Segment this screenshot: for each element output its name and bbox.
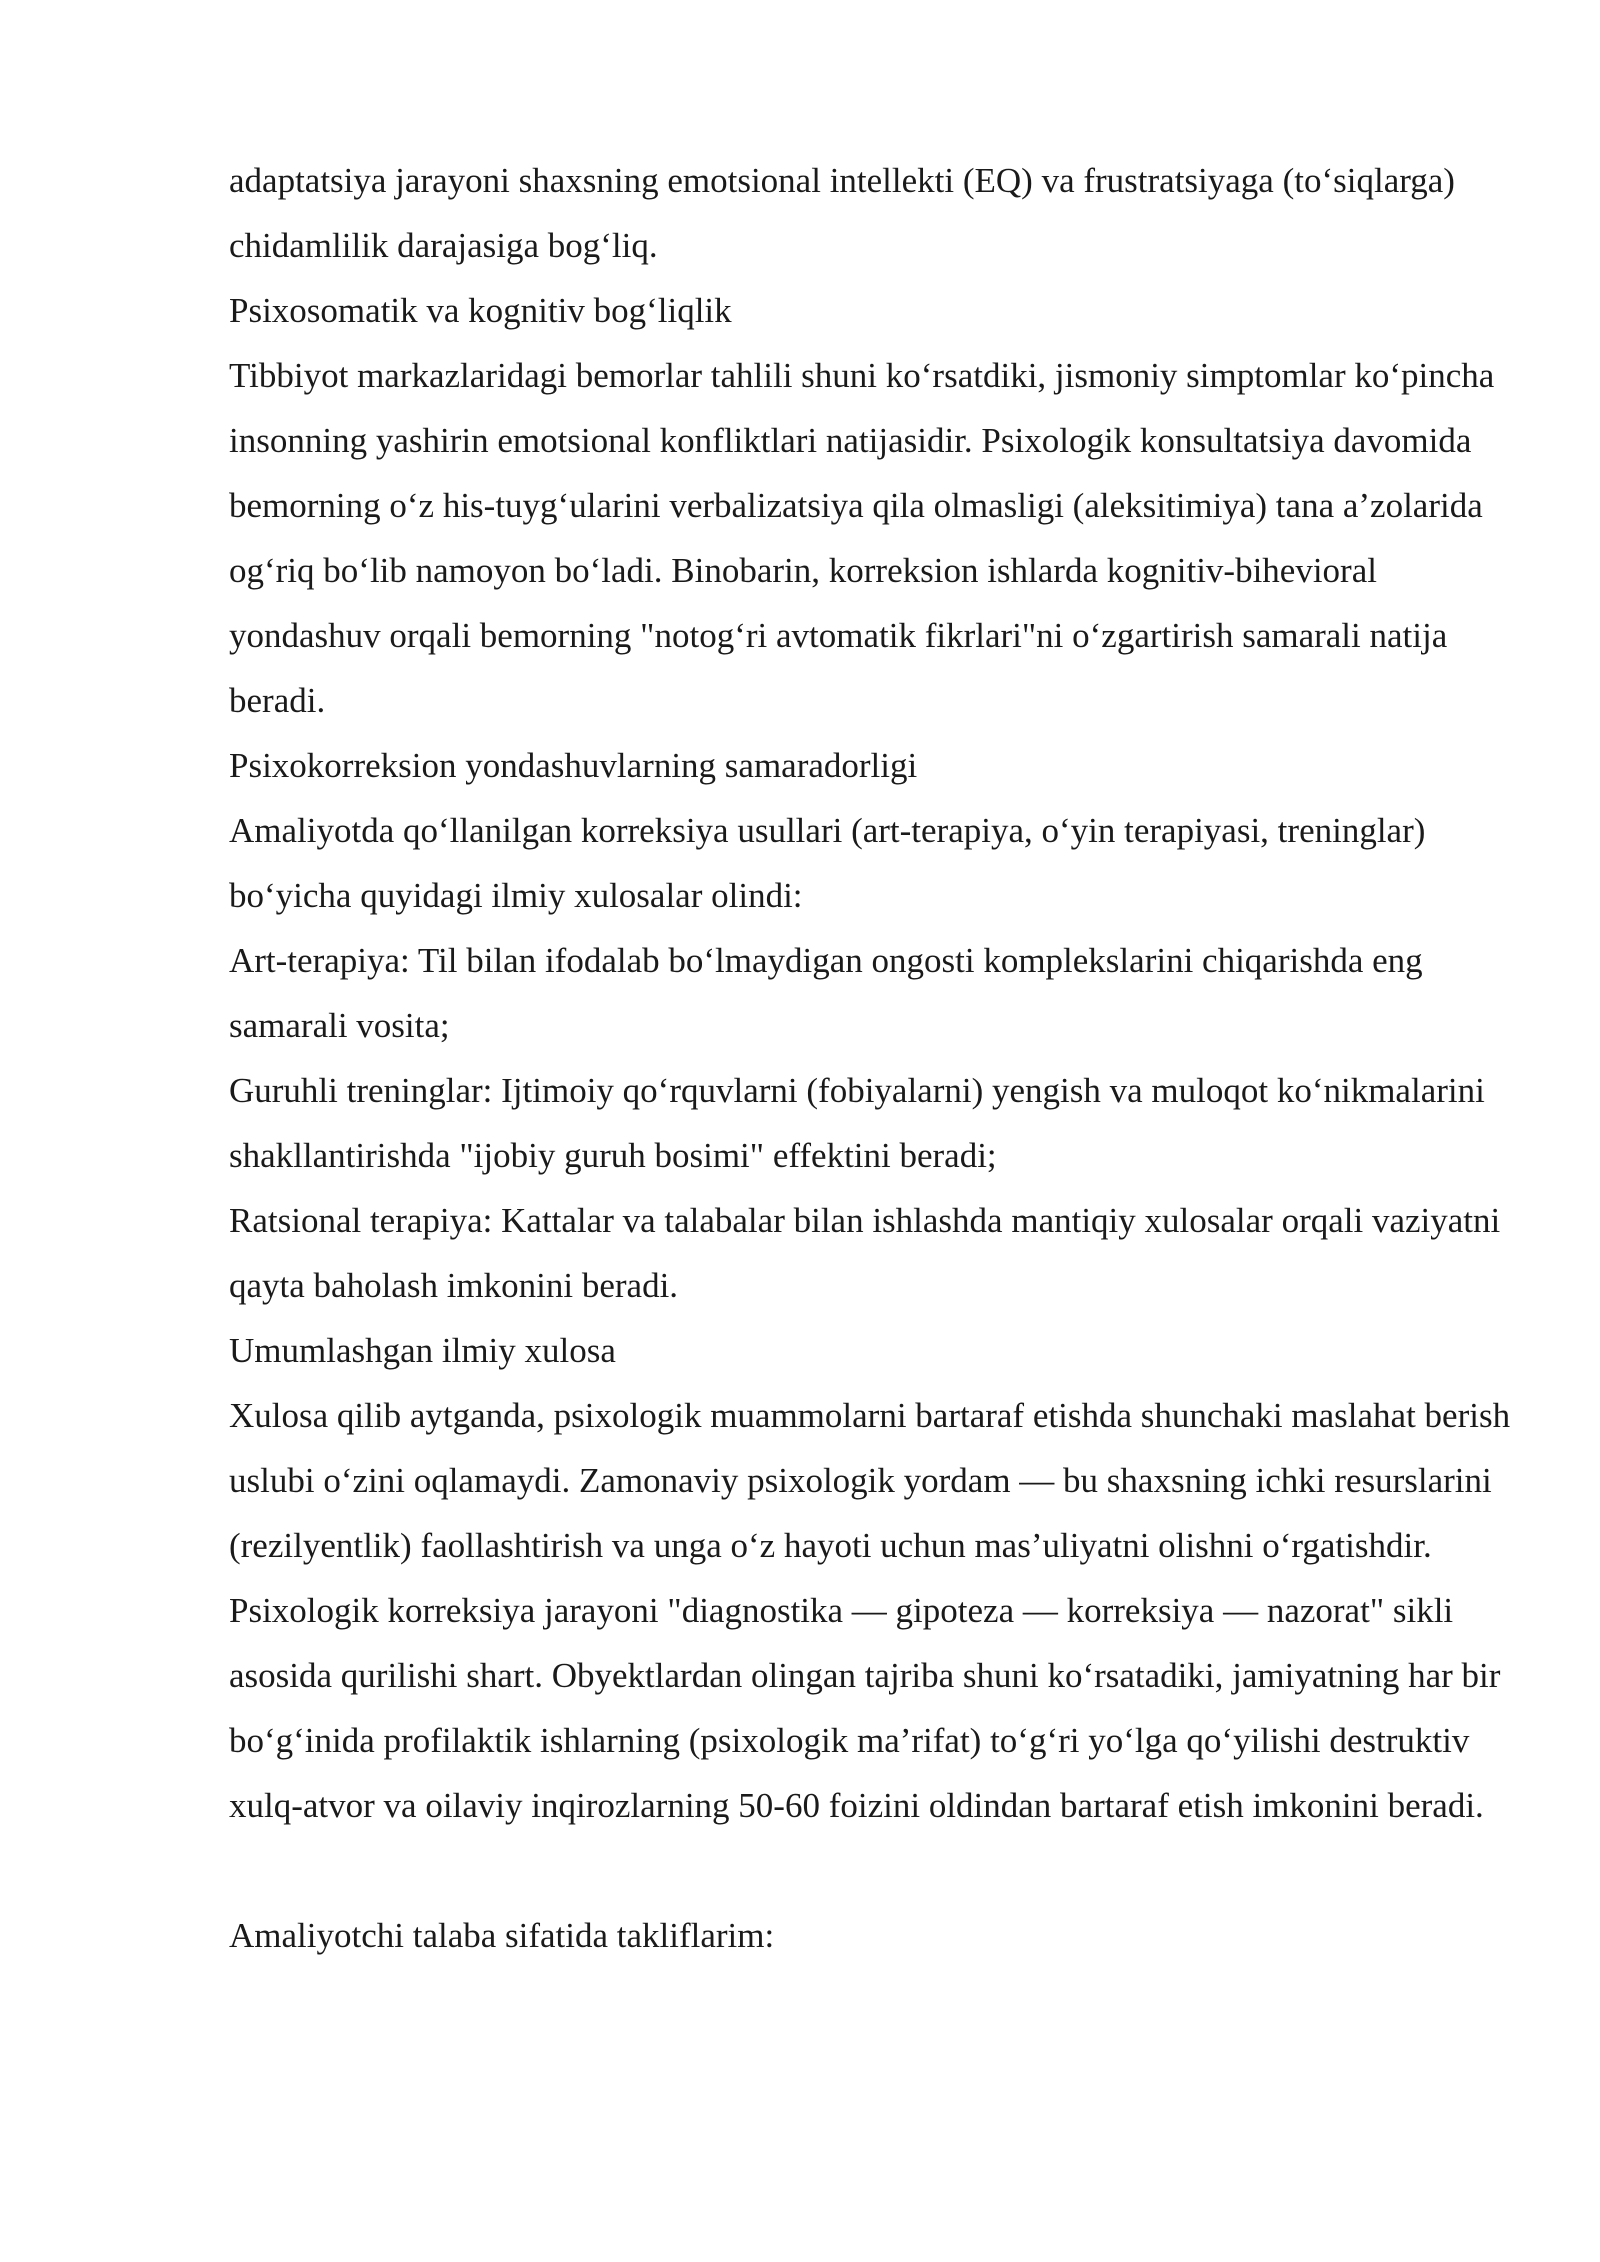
section-heading-proposals: Amaliyotchi talaba sifatida takliflarim: [229,1916,775,1955]
paragraph-eq-continuation: adaptatsiya jarayoni shaxsning emotsional intellekti (EQ) va frustratsiyaga (to‘siqlarga) chidamlilik darajasiga bog‘liq. [229,161,1455,265]
section-heading-psychocorrection: Psixokorreksion yondashuvlarning samaradorligi [229,746,918,785]
paragraph-psychosomatic: Tibbiyot markazlaridagi bemorlar tahlili shuni ko‘rsatdiki, jismoniy simptomlar ko‘pincha insonning yashirin emotsional konfliktlari natijasidir. Psixologik konsultatsiya davomida bemorning o‘z his-tuyg‘ularini verbalizatsiya qila olmasligi (aleksitimiya) tana a’zolarida og‘riq bo‘lib namoyon bo‘ladi. Binobarin, korreksion ishlarda kognitiv-bihevioral yondashuv orqali bemorning "notog‘ri avtomatik fikrlari"ni o‘zgartirish samarali natija beradi. [229,356,1495,720]
list-item-group-trainings: Guruhli treninglar: Ijtimoiy qo‘rquvlarni (fobiyalarni) yengish va muloqot ko‘nikmalarini shakllantirishda "ijobiy guruh bosimi" effektini beradi; [229,1071,1485,1175]
section-heading-psychosomatic: Psixosomatik va kognitiv bog‘liqlik [229,291,732,330]
list-item-rational-therapy: Ratsional terapiya: Kattalar va talabalar bilan ishlashda mantiqiy xulosalar orqali vaziyatni qayta baholash imkonini beradi. [229,1201,1501,1305]
section-heading-conclusion: Umumlashgan ilmiy xulosa [229,1331,616,1370]
document-body [229,148,1519,1968]
paragraph-spacer [229,1838,1519,1903]
paragraph-conclusion: Xulosa qilib aytganda, psixologik muammolarni bartaraf etishda shunchaki maslahat berish uslubi o‘zini oqlamaydi. Zamonaviy psixologik yordam — bu shaxsning ichki resurslarini (rezilyentlik) faollashtirish va unga o‘z hayoti uchun mas’uliyatni olishni o‘rgatishdir. Psixologik korreksiya jarayoni "diagnostika — gipoteza — korreksiya — nazorat" sikli asosida qurilishi shart. Obyektlardan olingan tajriba shuni ko‘rsatadiki, jamiyatning har bir bo‘g‘inida profilaktik ishlarning (psixologik ma’rifat) to‘g‘ri yo‘lga qo‘yilishi destruktiv xulq-atvor va oilaviy inqirozlarning 50-60 foizini oldindan bartaraf etish imkonini beradi. [229,1396,1511,1825]
list-item-art-therapy: Art-terapiya: Til bilan ifodalab bo‘lmaydigan ongosti komplekslarini chiqarishda eng samarali vosita; [229,941,1423,1045]
paragraph-correction-methods: Amaliyotda qo‘llanilgan korreksiya usullari (art-terapiya, o‘yin terapiyasi, treninglar) bo‘yicha quyidagi ilmiy xulosalar olindi: [229,811,1426,915]
